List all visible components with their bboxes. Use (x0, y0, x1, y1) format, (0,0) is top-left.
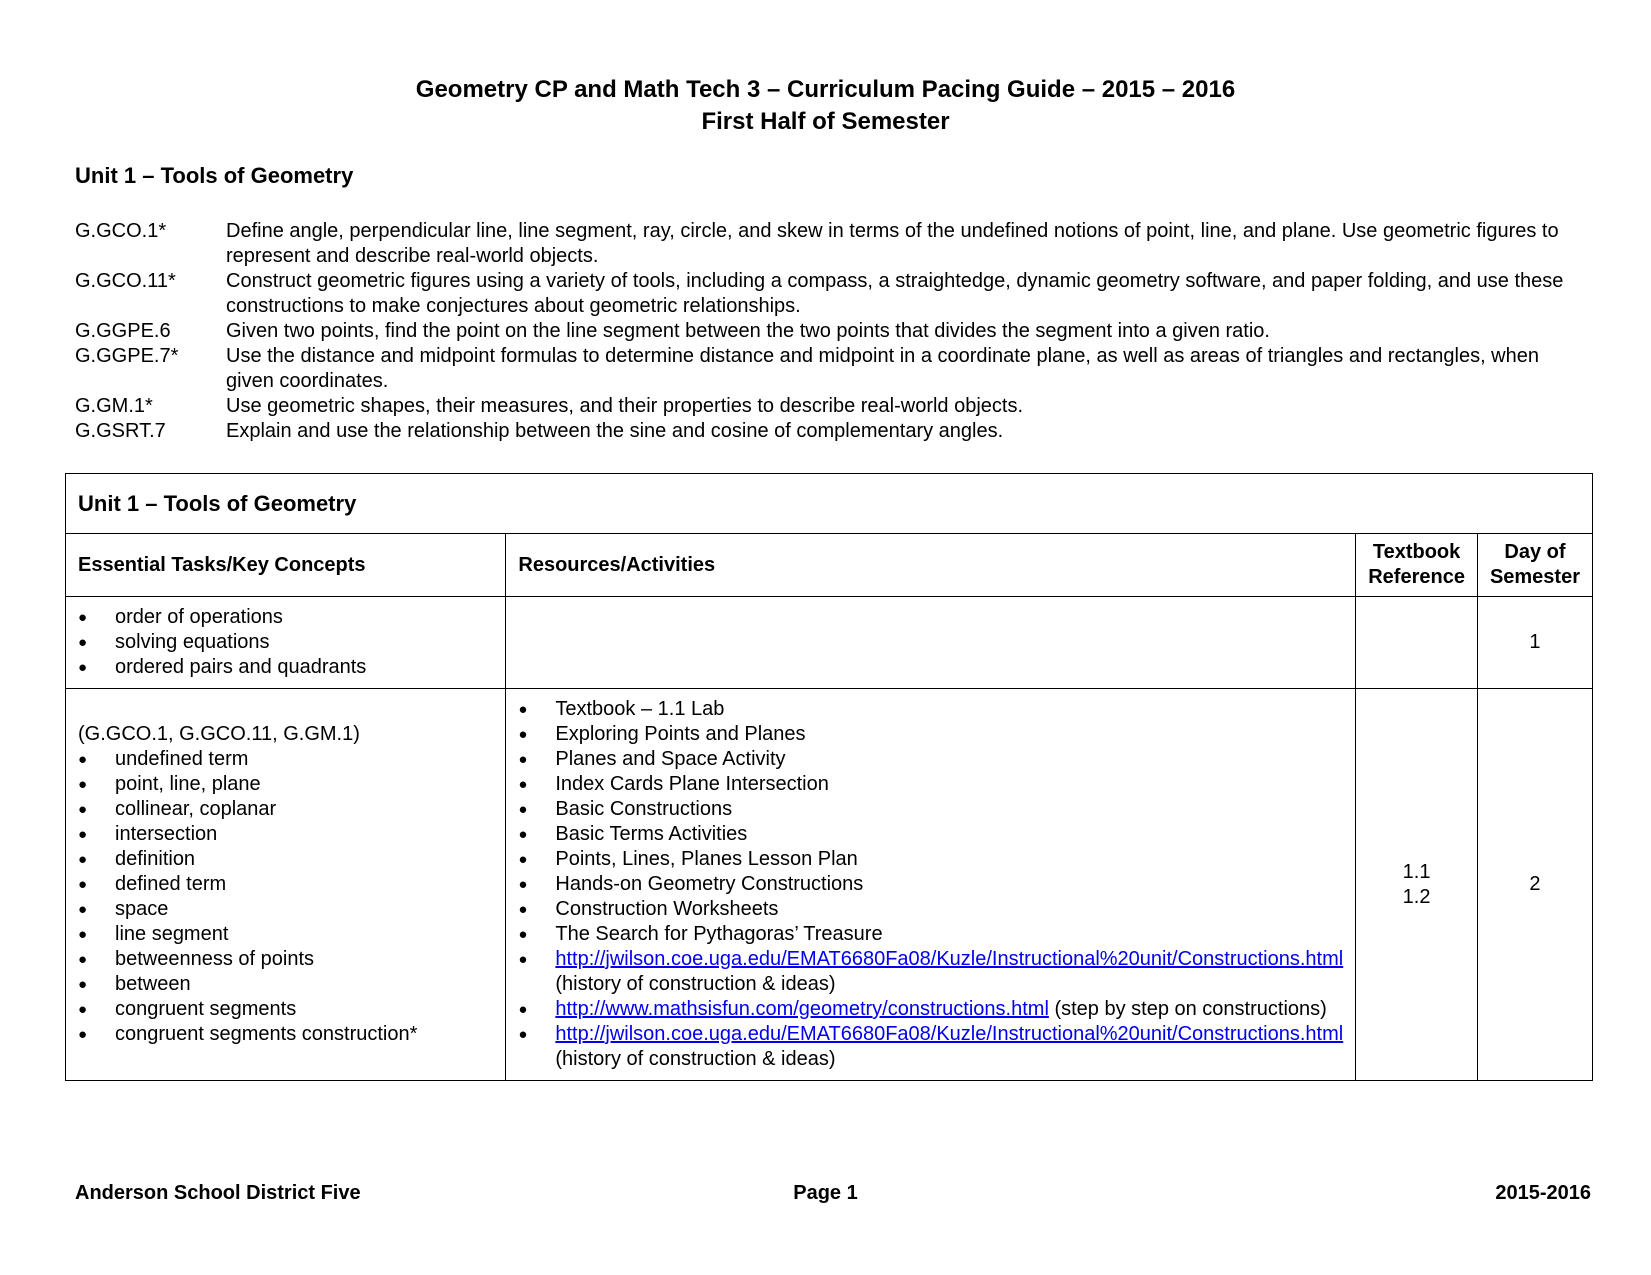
resource-link[interactable]: http://jwilson.coe.uga.edu/EMAT6680Fa08/Kuzle/Instructional%20unit/Constructions.html (555, 948, 1344, 970)
list-item: ● betweenness of points (78, 947, 493, 972)
list-item: ● between (78, 972, 493, 997)
list-item: ● collinear, coplanar (78, 797, 493, 822)
list-item: ● solving equations (78, 630, 493, 655)
list-item: ● Construction Worksheets (518, 897, 1343, 922)
list-item: ● defined term (78, 872, 493, 897)
standard-row (75, 344, 1585, 394)
textbook-cell (1356, 689, 1478, 1081)
list-item: ● congruent segments construction* (78, 1022, 493, 1047)
resources-cell (506, 597, 1356, 689)
resources-list (518, 697, 1343, 1072)
resource-link[interactable]: http://jwilson.coe.uga.edu/EMAT6680Fa08/Kuzle/Instructional%20unit/Constructions.html (555, 1023, 1344, 1045)
pacing-table (65, 473, 1593, 1081)
textbook-ref-1: 1.1 (1402, 860, 1431, 883)
unit-heading: Unit 1 – Tools of Geometry (75, 163, 354, 188)
list-item: ● line segment (78, 922, 493, 947)
list-item: ● definition (78, 847, 493, 872)
concepts-cell (66, 689, 506, 1081)
header-textbook-reference (1356, 534, 1478, 597)
list-item (518, 947, 1343, 997)
list-item: ● Planes and Space Activity (518, 747, 1343, 772)
resource-link[interactable]: http://www.mathsisfun.com/geometry/constructions.html (555, 998, 1049, 1020)
resource-link-note: (history of construction & ideas) (555, 1048, 836, 1070)
standard-code: G.GCO.11* (75, 270, 176, 292)
resources-cell (506, 689, 1356, 1081)
standard-code: G.GGPE.7* (75, 345, 179, 367)
concepts-list (78, 605, 493, 680)
list-item: ● intersection (78, 822, 493, 847)
standard-text: Use geometric shapes, their measures, and their properties to describe real-world objects. (226, 395, 1024, 417)
header-textbook-line-2: Reference (1368, 566, 1465, 588)
list-item: ● congruent segments (78, 997, 493, 1022)
standard-row (75, 219, 1585, 269)
list-item: ● space (78, 897, 493, 922)
list-item (518, 1022, 1343, 1072)
resource-link-note: (history of construction & ideas) (555, 973, 836, 995)
footer-page-number: Page 1 (793, 1182, 858, 1204)
standard-text: Construct geometric figures using a variety of tools, including a compass, a straightedge, dynamic geometry software, and paper folding, and use these constructions to make conjectures about geometric relationships. (226, 270, 1564, 317)
list-item: ● Points, Lines, Planes Lesson Plan (518, 847, 1343, 872)
table-unit-row (66, 474, 1593, 534)
table-row (66, 597, 1593, 689)
header-day-line-2: Semester (1489, 566, 1580, 588)
standard-text: Given two points, find the point on the line segment between the two points that divides the segment into a given ratio. (226, 320, 1270, 342)
table-row (66, 689, 1593, 1081)
standard-code: G.GCO.1* (75, 220, 167, 242)
header-day-of-semester (1477, 534, 1592, 597)
standard-text: Define angle, perpendicular line, line segment, ray, circle, and skew in terms of the undefined notions of point, line, and plane. Use geometric figures to represent and describe real-world objects. (226, 220, 1559, 267)
standard-text: Use the distance and midpoint formulas to determine distance and midpoint in a coordinate plane, as well as areas of triangles and rectangles, when given coordinates. (226, 345, 1539, 392)
list-item: ● Basic Terms Activities (518, 822, 1343, 847)
list-item: ● ordered pairs and quadrants (78, 655, 493, 680)
day-cell: 2 (1477, 689, 1592, 1081)
title-line-1: Geometry CP and Math Tech 3 – Curriculum Pacing Guide – 2015 – 2016 (415, 76, 1236, 103)
header-essential-tasks: Essential Tasks/Key Concepts (66, 534, 506, 597)
list-item: ● Textbook – 1.1 Lab (518, 697, 1343, 722)
standard-row (75, 269, 1585, 319)
header-day-line-1: Day of (1504, 541, 1566, 563)
list-item: ● Exploring Points and Planes (518, 722, 1343, 747)
textbook-cell (1356, 597, 1478, 689)
list-item: ● Index Cards Plane Intersection (518, 772, 1343, 797)
document-title (0, 74, 1651, 138)
standard-code: G.GM.1* (75, 395, 153, 417)
list-item: ● order of operations (78, 605, 493, 630)
standard-row (75, 419, 1585, 444)
list-item (518, 997, 1343, 1022)
concepts-cell (66, 597, 506, 689)
list-item: ● The Search for Pythagoras’ Treasure (518, 922, 1343, 947)
resource-link-note: (step by step on constructions) (1048, 998, 1327, 1020)
standard-code: G.GSRT.7 (75, 420, 166, 442)
header-textbook-line-1: Textbook (1372, 541, 1461, 563)
standard-text: Explain and use the relationship between the sine and cosine of complementary angles. (226, 420, 1004, 442)
list-item: ● Hands-on Geometry Constructions (518, 872, 1343, 897)
standard-row (75, 319, 1585, 344)
title-line-2: First Half of Semester (701, 108, 950, 135)
footer-district: Anderson School District Five (75, 1182, 361, 1204)
list-item: ● undefined term (78, 747, 493, 772)
table-header-row (66, 534, 1593, 597)
header-resources: Resources/Activities (506, 534, 1356, 597)
standards-reference: (G.GCO.1, G.GCO.11, G.GM.1) (78, 723, 360, 745)
footer-year: 2015-2016 (1495, 1182, 1591, 1204)
list-item: ● Basic Constructions (518, 797, 1343, 822)
standards-list (75, 219, 1585, 444)
list-item: ● point, line, plane (78, 772, 493, 797)
standard-row (75, 394, 1585, 419)
textbook-ref-2: 1.2 (1402, 885, 1431, 908)
concepts-list (78, 747, 493, 1047)
table-unit-title: Unit 1 – Tools of Geometry (66, 474, 1593, 534)
standard-code: G.GGPE.6 (75, 320, 171, 342)
day-cell: 1 (1477, 597, 1592, 689)
